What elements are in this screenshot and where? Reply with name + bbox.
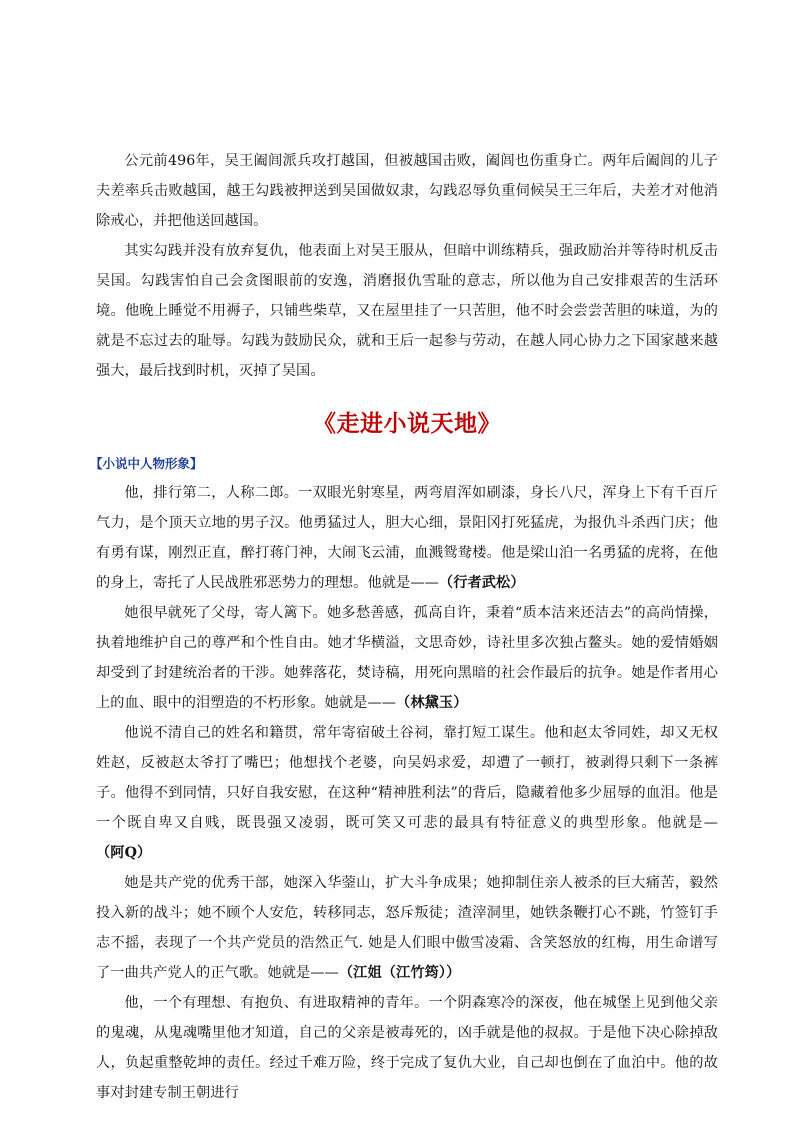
intro-paragraph-1: 公元前496年，吴王阖闾派兵攻打越国，但被越国击败，阖闾也伤重身亡。两年后阖闾的儿子夫差率兵击败越国，越王勾践被押送到吴国做奴隶，勾践忍辱负重伺候吴王三年后，夫差才对他消除戒心，并把他送回越国。 [96, 153, 718, 229]
section-label: 【小说中人物形象】 [90, 456, 203, 471]
intro-paragraph-2: 其实勾践并没有放弃复仇，他表面上对吴王服从，但暗中训练精兵，强政励治并等待时机反击吴国。勾践害怕自己会贪图眼前的安逸，消磨报仇雪耻的意志，所以他为自己安排艰苦的生活环境。他晚上睡觉不用褥子，只铺些柴草，又在屋里挂了一只苦胆，他不时会尝尝苦胆的味道，为的就是不忘过去的耻辱。勾践为鼓励民众，就和王后一起参与劳动，在越人同心协力之下国家越来越强大，最后找到时机，灭掉了吴国。 [96, 243, 718, 379]
character-paragraph-ahq [96, 718, 718, 868]
character-paragraph-wusong [96, 478, 718, 598]
character-paragraph-jiangjie [96, 868, 718, 988]
character-answer: （行者武松） [438, 575, 525, 591]
character-paragraph-hamlet [96, 988, 718, 1108]
character-paragraph-lindaiyu [96, 598, 718, 718]
character-description: 他说不清自己的姓名和籍贯，常年寄宿破土谷祠，靠打短工谋生。他和赵太爷同姓，却又无权姓赵，反被赵太爷打了嘴巴；他想找个老婆，向吴妈求爱，却遭了一顿打，被剥得只剩下一条裤子。他得不到同情，只好自我安慰，在这种“精神胜利法”的背后，隐藏着他多少屈辱的血泪。他是一个既自卑又自贱，既畏强又凌弱，既可笑又可悲的最具有特征意义的典型形象。他就是— [96, 725, 718, 831]
character-description: 她很早就死了父母，寄人篱下。她多愁善感，孤高自许，秉着“质本洁来还洁去”的高尚情操，执着地维护自己的尊严和个性自由。她才华横溢，文思奇妙，诗社里多次独占鳌头。她的爱情婚姻却受到了封建统治者的干涉。她葬落花，焚诗稿，用死向黑暗的社会作最后的抗争。她是作者用心上的血、眼中的泪塑造的不朽形象。她就是—— [96, 605, 718, 711]
section-title: 《走进小说天地》 [313, 411, 501, 437]
character-description: 她是共产党的优秀干部，她深入华蓥山，扩大斗争成果；她抑制住亲人被杀的巨大痛苦，毅然投入新的战斗；她不顾个人安危，转移同志，怒斥叛徒；渣滓洞里，她铁条鞭打心不跳，竹签钉手志不摇，表现了一个共产党员的浩然正气. 她是人们眼中傲雪凌霜、含笑怒放的红梅，用生命谱写了一曲共产党人的正气歌。她就是—— [96, 875, 718, 981]
document-body [90, 146, 718, 1108]
character-description: 他，排行第二，人称二郎。一双眼光射寒星，两弯眉浑如刷漆，身长八尺，浑身上下有千百斤气力，是个顶天立地的男子汉。他勇猛过人，胆大心细，景阳冈打死猛虎，为报仇斗杀西门庆；他有勇有谋，刚烈正直，醉打蒋门神，大闹飞云浦，血溅鸳鸯楼。他是梁山泊一名勇猛的虎将，在他的身上，寄托了人民战胜邪恶势力的理想。他就是—— [96, 485, 718, 591]
character-description: 他，一个有理想、有抱负、有进取精神的青年。一个阴森寒冷的深夜，他在城堡上见到他父亲的鬼魂，从鬼魂嘴里他才知道，自己的父亲是被毒死的，凶手就是他的叔叔。于是他下决心除掉敌人，负起重整乾坤的责任。经过千难万险，终于完成了复仇大业，自己却也倒在了血泊中。他的故事对封建专制王朝进行 [96, 995, 718, 1101]
character-answer: （林黛玉） [396, 695, 468, 711]
character-answer: （江姐（江竹筠）） [338, 965, 461, 981]
character-answer: （阿Q） [96, 845, 152, 861]
